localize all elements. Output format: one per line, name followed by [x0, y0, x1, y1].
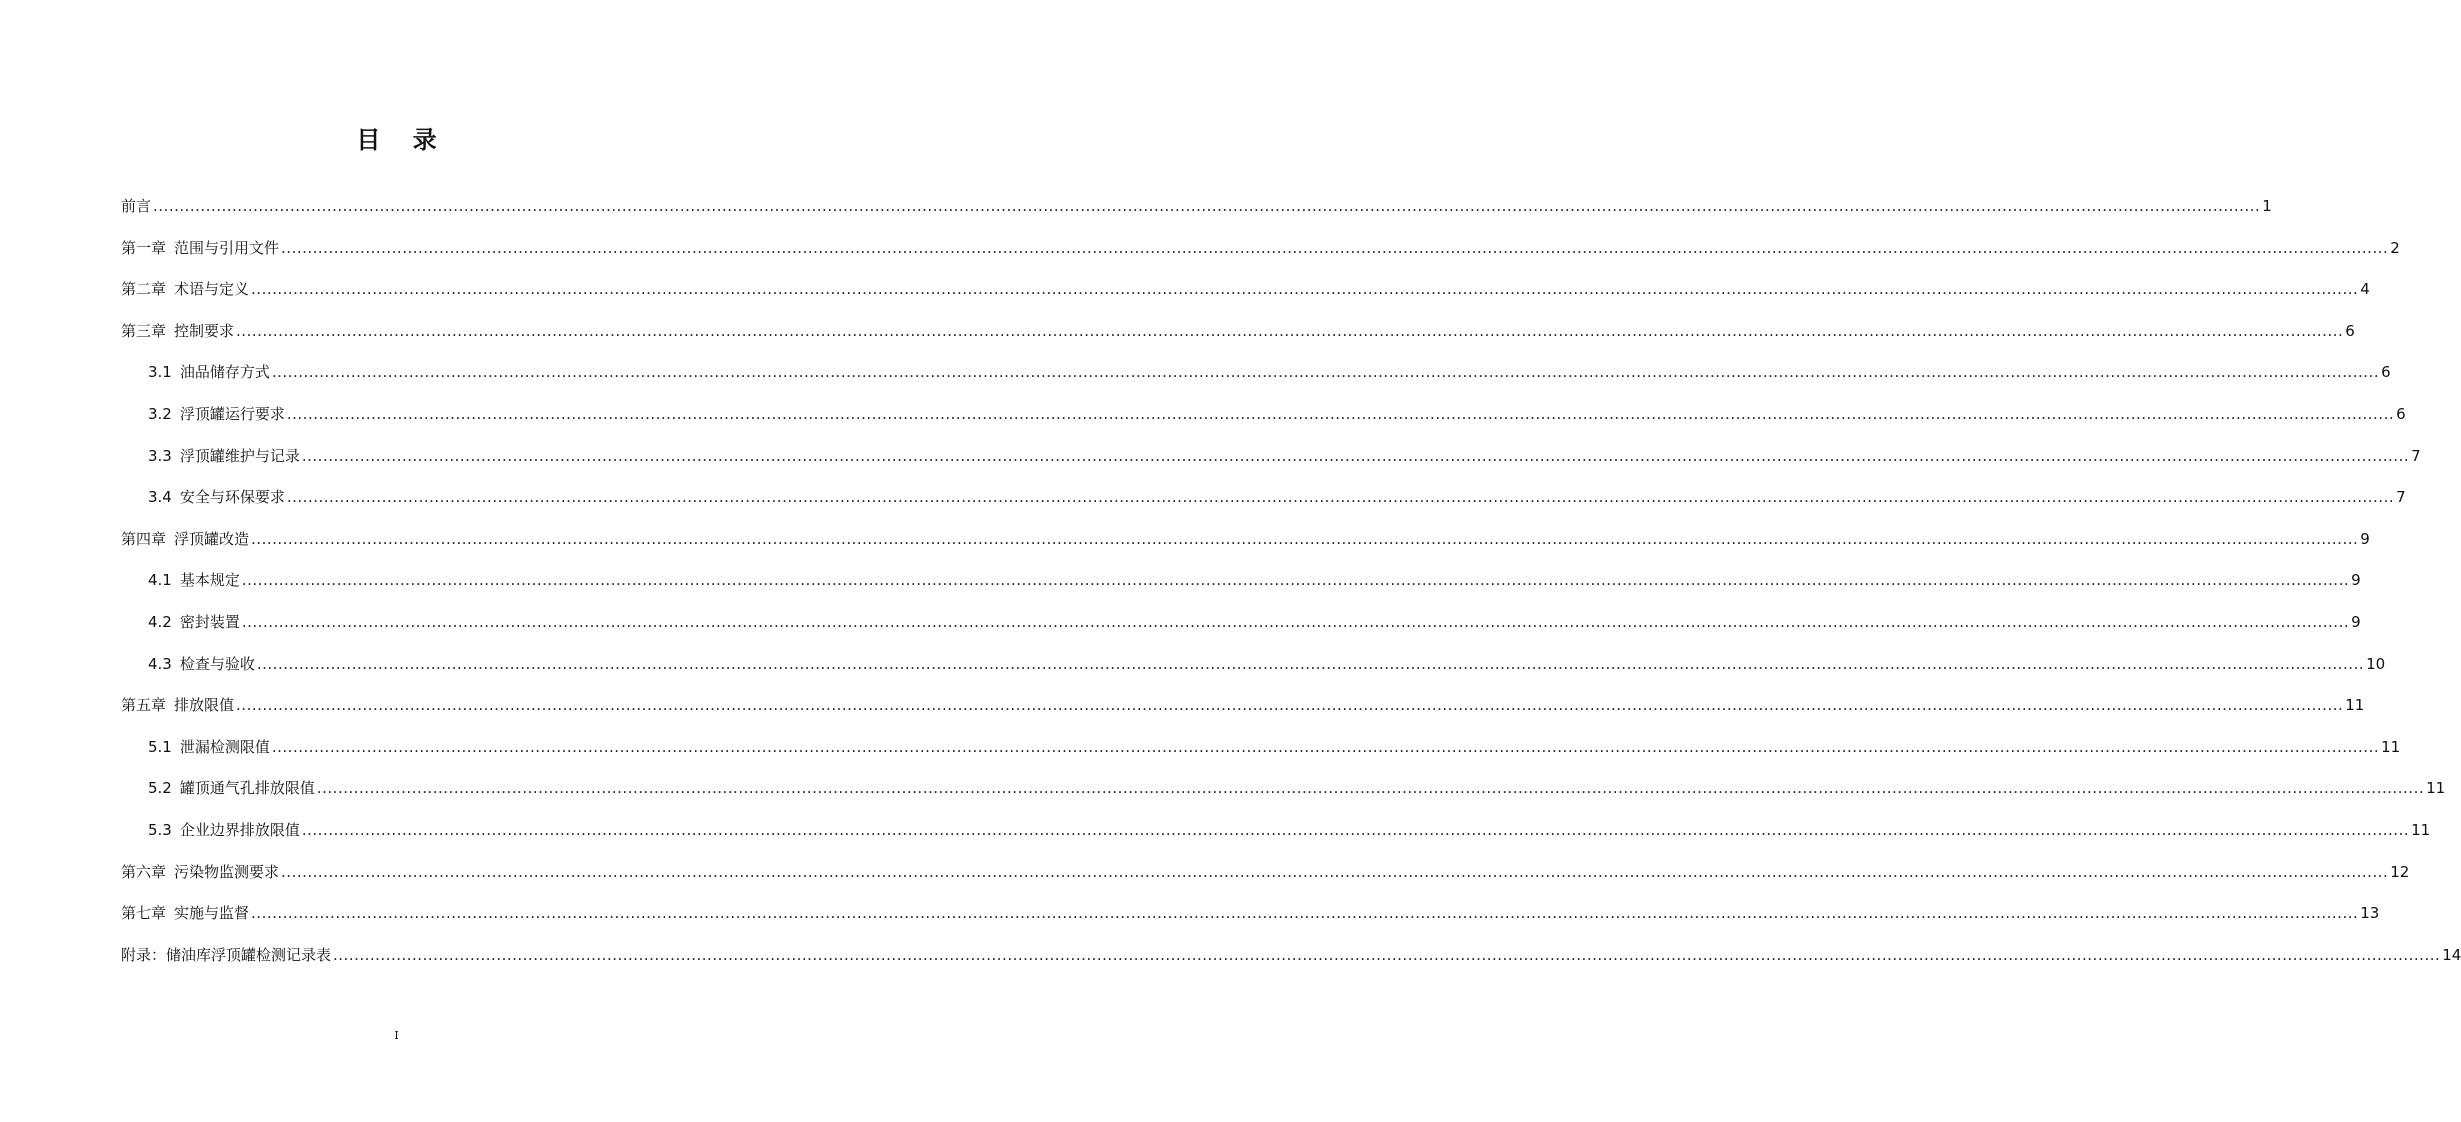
- toc-entry-label: 密封装置: [179, 612, 240, 631]
- toc-dot-leader: ................................................................................................................................................................................................................................................................................................................................................................................................................: [251, 904, 2359, 923]
- toc-entry-label: 检查与验收: [179, 654, 255, 673]
- toc-entry[interactable]: [121, 691, 2365, 733]
- table-of-contents: [121, 192, 2461, 982]
- toc-entry-number: 3.4: [148, 488, 172, 507]
- toc-entry[interactable]: [121, 525, 2370, 567]
- toc-entry-number: 5.3: [148, 820, 172, 839]
- toc-entry[interactable]: [121, 774, 2446, 816]
- toc-entry[interactable]: [121, 275, 2370, 317]
- toc-dot-leader: ................................................................................................................................................................................................................................................................................................................................................................................................................: [316, 779, 2425, 798]
- toc-entry[interactable]: [121, 650, 2386, 692]
- toc-entry-page: 7: [2411, 446, 2421, 465]
- toc-entry[interactable]: [121, 358, 2391, 400]
- toc-dot-leader: ................................................................................................................................................................................................................................................................................................................................................................................................................: [153, 197, 2261, 215]
- toc-entry-number: 第一章: [121, 238, 167, 257]
- toc-entry-page: 7: [2396, 488, 2406, 507]
- toc-entry-label: 控制要求: [174, 321, 235, 340]
- toc-entry[interactable]: [121, 442, 2421, 484]
- toc-entry-title: [121, 899, 249, 927]
- toc-entry-label: 前言: [121, 197, 152, 215]
- toc-entry-label: 企业边界排放限值: [179, 820, 300, 839]
- toc-entry-label: 罐顶通气孔排放限值: [179, 779, 315, 798]
- toc-entry-page: 9: [2351, 612, 2361, 631]
- toc-dot-leader: ................................................................................................................................................................................................................................................................................................................................................................................................................: [301, 820, 2410, 839]
- toc-entry-title: [121, 192, 151, 220]
- toc-entry[interactable]: [121, 234, 2400, 276]
- toc-dot-leader: ................................................................................................................................................................................................................................................................................................................................................................................................................: [251, 280, 2359, 299]
- toc-dot-leader: ................................................................................................................................................................................................................................................................................................................................................................................................................: [236, 321, 2344, 340]
- toc-entry-title: [148, 774, 315, 802]
- toc-entry-number: 5.2: [148, 779, 172, 798]
- toc-entry[interactable]: [121, 608, 2361, 650]
- toc-entry-label: 油品储存方式: [179, 363, 270, 382]
- toc-entry-page: 11: [2411, 820, 2431, 839]
- toc-entry-title: [121, 275, 249, 303]
- toc-entry-label: 范围与引用文件: [174, 238, 280, 257]
- toc-entry-number: 4.1: [148, 571, 172, 590]
- toc-entry-label: 附录：储油库浮顶罐检测记录表: [121, 945, 332, 964]
- toc-dot-leader: ................................................................................................................................................................................................................................................................................................................................................................................................................: [286, 404, 2395, 423]
- toc-dot-leader: ................................................................................................................................................................................................................................................................................................................................................................................................................: [241, 612, 2350, 631]
- toc-dot-leader: ................................................................................................................................................................................................................................................................................................................................................................................................................: [251, 529, 2359, 548]
- toc-entry-title: [148, 400, 285, 428]
- toc-dot-leader: ................................................................................................................................................................................................................................................................................................................................................................................................................: [281, 238, 2389, 257]
- toc-entry-page: 12: [2390, 862, 2410, 881]
- toc-entry-label: 泄漏检测限值: [179, 737, 270, 756]
- toc-entry-title: [121, 317, 234, 345]
- toc-entry-number: 第三章: [121, 321, 167, 340]
- toc-dot-leader: ................................................................................................................................................................................................................................................................................................................................................................................................................: [271, 363, 2380, 382]
- toc-entry[interactable]: [121, 317, 2355, 359]
- toc-entry-title: [148, 816, 300, 844]
- toc-entry-title: [148, 566, 240, 594]
- toc-entry-label: 安全与环保要求: [179, 488, 285, 507]
- toc-entry-page: 13: [2360, 904, 2380, 923]
- toc-entry-label: 浮顶罐改造: [174, 529, 250, 548]
- toc-entry-number: 3.2: [148, 404, 172, 423]
- toc-entry-label: 术语与定义: [174, 280, 250, 299]
- toc-entry-title: [148, 650, 255, 678]
- toc-entry-page: 14: [2442, 945, 2461, 964]
- toc-entry-number: 第七章: [121, 904, 167, 923]
- toc-dot-leader: ................................................................................................................................................................................................................................................................................................................................................................................................................: [333, 945, 2441, 964]
- toc-entry-number: 3.3: [148, 446, 172, 465]
- toc-entry[interactable]: [121, 858, 2410, 900]
- toc-entry-title: [148, 442, 300, 470]
- toc-entry-page: 11: [2426, 779, 2446, 798]
- toc-entry-title: [121, 691, 234, 719]
- page-number: I: [394, 1029, 399, 1042]
- toc-entry-label: 基本规定: [179, 571, 240, 590]
- toc-dot-leader: ................................................................................................................................................................................................................................................................................................................................................................................................................: [256, 654, 2365, 673]
- toc-dot-leader: ................................................................................................................................................................................................................................................................................................................................................................................................................: [236, 696, 2344, 715]
- toc-entry-number: 第二章: [121, 280, 167, 299]
- toc-entry-page: 6: [2381, 363, 2391, 382]
- toc-entry-page: 9: [2360, 529, 2370, 548]
- toc-entry-label: 实施与监督: [174, 904, 250, 923]
- toc-entry-page: 9: [2351, 571, 2361, 590]
- toc-dot-leader: ................................................................................................................................................................................................................................................................................................................................................................................................................: [301, 446, 2410, 465]
- toc-entry-page: 1: [2262, 197, 2272, 215]
- toc-entry[interactable]: [121, 483, 2406, 525]
- toc-entry-number: 第五章: [121, 696, 167, 715]
- toc-entry-title: [121, 858, 279, 886]
- toc-entry-label: 浮顶罐运行要求: [179, 404, 285, 423]
- toc-entry-page: 2: [2390, 238, 2400, 257]
- toc-dot-leader: ................................................................................................................................................................................................................................................................................................................................................................................................................: [281, 862, 2389, 881]
- toc-entry-title: [121, 941, 331, 969]
- toc-entry[interactable]: [121, 816, 2431, 858]
- toc-entry-number: 第六章: [121, 862, 167, 881]
- toc-dot-leader: ................................................................................................................................................................................................................................................................................................................................................................................................................: [286, 488, 2395, 507]
- toc-entry[interactable]: [121, 566, 2361, 608]
- toc-dot-leader: ................................................................................................................................................................................................................................................................................................................................................................................................................: [241, 571, 2350, 590]
- toc-entry-title: [148, 358, 270, 386]
- toc-entry-label: 浮顶罐维护与记录: [179, 446, 300, 465]
- toc-entry-title: [148, 483, 285, 511]
- toc-entry-page: 10: [2366, 654, 2386, 673]
- toc-entry[interactable]: [121, 899, 2380, 941]
- toc-entry-page: 11: [2381, 737, 2401, 756]
- toc-entry-page: 11: [2345, 696, 2365, 715]
- toc-entry[interactable]: [121, 941, 2461, 983]
- toc-entry-label: 污染物监测要求: [174, 862, 280, 881]
- toc-entry-page: 6: [2345, 321, 2355, 340]
- toc-entry-number: 4.2: [148, 612, 172, 631]
- toc-entry[interactable]: [121, 400, 2406, 442]
- toc-entry-number: 第四章: [121, 529, 167, 548]
- toc-entry-title: [148, 733, 270, 761]
- toc-entry-number: 5.1: [148, 737, 172, 756]
- toc-entry-title: [121, 234, 279, 262]
- toc-entry-title: [148, 608, 240, 636]
- toc-entry-number: 4.3: [148, 654, 172, 673]
- toc-entry[interactable]: [121, 733, 2401, 775]
- toc-entry[interactable]: [121, 192, 2272, 234]
- toc-entry-page: 4: [2360, 280, 2370, 299]
- toc-entry-number: 3.1: [148, 363, 172, 382]
- toc-entry-page: 6: [2396, 404, 2406, 423]
- toc-entry-title: [121, 525, 249, 553]
- page-title: 目 录: [356, 126, 449, 155]
- toc-entry-label: 排放限值: [174, 696, 235, 715]
- toc-dot-leader: ................................................................................................................................................................................................................................................................................................................................................................................................................: [271, 737, 2380, 756]
